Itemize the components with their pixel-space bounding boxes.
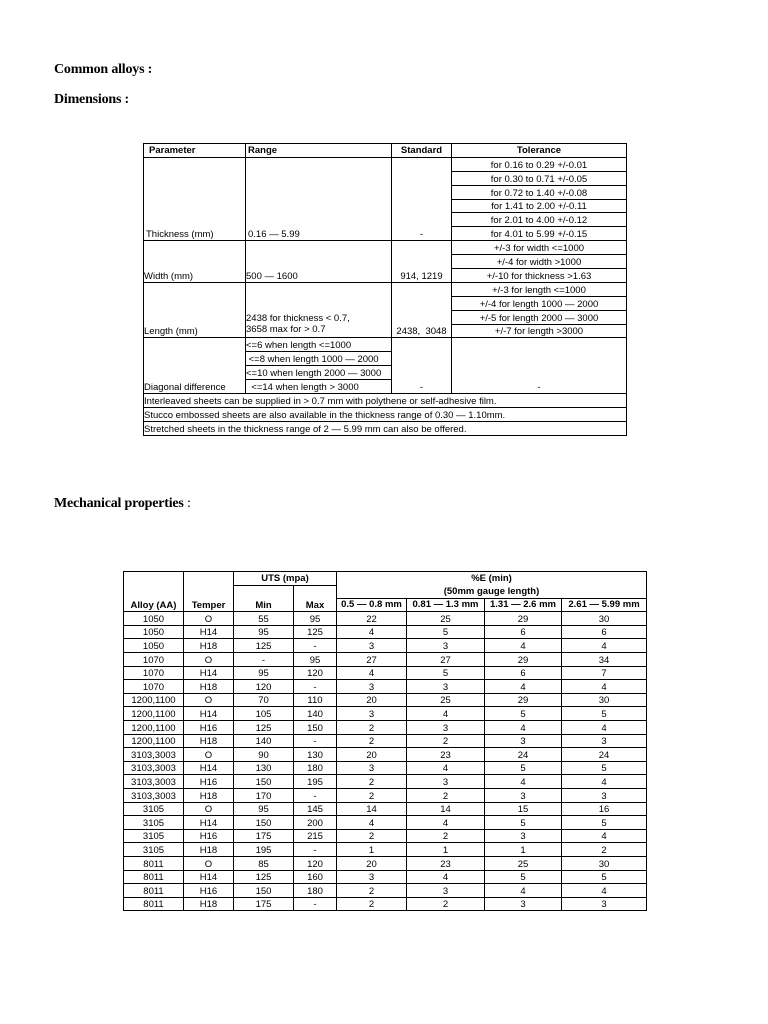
table-row: [124, 789, 647, 803]
cell-temper: H14: [184, 816, 234, 830]
cell-temper: O: [184, 856, 234, 870]
cell-elong-0-81-1-3: 3: [407, 639, 485, 653]
table-row: [124, 666, 647, 680]
cell-elong-2-61-5-99: 5: [562, 816, 647, 830]
table-row: [144, 407, 627, 421]
table-row: [124, 748, 647, 762]
cell-elong-1-31-2-6: 6: [485, 625, 562, 639]
cell-elong-0-81-1-3: 14: [407, 802, 485, 816]
cell-elong-1-31-2-6: 4: [485, 721, 562, 735]
cell-uts-min: 85: [234, 856, 294, 870]
cell-elong-0-5-0-8: 3: [337, 761, 407, 775]
cell-elong-2-61-5-99: 3: [562, 734, 647, 748]
cell-temper: H14: [184, 707, 234, 721]
cell-elong-0-5-0-8: 20: [337, 856, 407, 870]
cell-alloy: 1200,1100: [124, 707, 184, 721]
length-label: Length (mm): [144, 282, 246, 338]
table-row: [144, 241, 627, 255]
length-tolerance: +/-5 for length 2000 — 3000: [452, 310, 627, 324]
table-row: [124, 843, 647, 857]
table-row: [124, 802, 647, 816]
cell-elong-1-31-2-6: 29: [485, 653, 562, 667]
cell-elong-2-61-5-99: 30: [562, 612, 647, 626]
table-row: [124, 653, 647, 667]
cell-uts-min: 95: [234, 666, 294, 680]
cell-elong-1-31-2-6: 6: [485, 666, 562, 680]
cell-elong-1-31-2-6: 3: [485, 789, 562, 803]
table-row: [144, 338, 627, 352]
diagonal-range: <=14 when length > 3000: [246, 380, 392, 394]
table-row: [124, 721, 647, 735]
cell-elong-0-81-1-3: 23: [407, 856, 485, 870]
table-row: [124, 856, 647, 870]
cell-temper: H14: [184, 625, 234, 639]
cell-uts-min: 105: [234, 707, 294, 721]
cell-uts-max: 200: [294, 816, 337, 830]
width-tolerance: +/-4 for width >1000: [452, 255, 627, 269]
cell-uts-max: -: [294, 789, 337, 803]
cell-temper: H16: [184, 884, 234, 898]
cell-uts-min: 175: [234, 897, 294, 911]
cell-uts-max: 110: [294, 693, 337, 707]
cell-uts-min: 150: [234, 775, 294, 789]
cell-elong-1-31-2-6: 4: [485, 884, 562, 898]
thickness-label: Thickness (mm): [144, 157, 246, 240]
cell-alloy: 1200,1100: [124, 721, 184, 735]
table-row: [124, 625, 647, 639]
header-range-4: 2.61 — 5.99 mm: [562, 598, 647, 612]
cell-uts-min: 120: [234, 680, 294, 694]
thickness-tolerance: for 2.01 to 4.00 +/-0.12: [452, 213, 627, 227]
cell-elong-1-31-2-6: 5: [485, 870, 562, 884]
table-row: [124, 884, 647, 898]
heading-common-alloys: Common alloys :: [54, 62, 153, 77]
cell-alloy: 1070: [124, 680, 184, 694]
diagonal-range: <=6 when length <=1000: [246, 338, 392, 352]
length-range-line: 3658 max for > 0.7: [246, 324, 326, 336]
cell-uts-min: 150: [234, 884, 294, 898]
cell-uts-min: 140: [234, 734, 294, 748]
cell-elong-2-61-5-99: 7: [562, 666, 647, 680]
cell-elong-0-5-0-8: 2: [337, 789, 407, 803]
cell-elong-0-5-0-8: 20: [337, 693, 407, 707]
thickness-tolerance: for 0.16 to 0.29 +/-0.01: [452, 157, 627, 171]
diagonal-range: <=10 when length 2000 — 3000: [246, 366, 392, 380]
cell-uts-min: 90: [234, 748, 294, 762]
cell-elong-2-61-5-99: 30: [562, 856, 647, 870]
cell-elong-2-61-5-99: 5: [562, 870, 647, 884]
cell-alloy: 3105: [124, 802, 184, 816]
width-tolerance: +/-3 for width <=1000: [452, 241, 627, 255]
cell-elong-0-81-1-3: 5: [407, 666, 485, 680]
cell-alloy: 8011: [124, 870, 184, 884]
dimensions-table: [143, 143, 627, 436]
header-temper: Temper: [184, 572, 234, 612]
table-row: [124, 870, 647, 884]
cell-elong-1-31-2-6: 25: [485, 856, 562, 870]
cell-alloy: 8011: [124, 897, 184, 911]
cell-elong-0-81-1-3: 2: [407, 734, 485, 748]
table-row: [124, 761, 647, 775]
cell-elong-2-61-5-99: 4: [562, 775, 647, 789]
note: Stretched sheets in the thickness range of 2 — 5.99 mm can also be offered.: [144, 421, 627, 435]
cell-uts-max: 120: [294, 666, 337, 680]
cell-elong-2-61-5-99: 4: [562, 721, 647, 735]
table-row: [124, 572, 647, 586]
cell-elong-1-31-2-6: 5: [485, 761, 562, 775]
length-standard: 2438, 3048: [392, 282, 452, 338]
width-range: 500 — 1600: [246, 241, 392, 283]
cell-elong-2-61-5-99: 5: [562, 761, 647, 775]
table-row: [144, 157, 627, 171]
cell-elong-0-81-1-3: 4: [407, 816, 485, 830]
cell-uts-min: 175: [234, 829, 294, 843]
cell-uts-max: 95: [294, 653, 337, 667]
diagonal-range: <=8 when length 1000 — 2000: [246, 352, 392, 366]
cell-alloy: 3103,3003: [124, 775, 184, 789]
cell-uts-max: 195: [294, 775, 337, 789]
cell-uts-max: 160: [294, 870, 337, 884]
cell-elong-1-31-2-6: 3: [485, 829, 562, 843]
header-parameter: Parameter: [144, 144, 246, 158]
cell-alloy: 3105: [124, 843, 184, 857]
thickness-tolerance: for 1.41 to 2.00 +/-0.11: [452, 199, 627, 213]
cell-elong-1-31-2-6: 29: [485, 612, 562, 626]
cell-alloy: 1070: [124, 653, 184, 667]
cell-uts-max: 215: [294, 829, 337, 843]
cell-elong-0-5-0-8: 14: [337, 802, 407, 816]
thickness-range: 0.16 — 5.99: [246, 157, 392, 240]
cell-elong-0-5-0-8: 27: [337, 653, 407, 667]
cell-elong-1-31-2-6: 4: [485, 639, 562, 653]
thickness-tolerance: for 0.72 to 1.40 +/-0.08: [452, 185, 627, 199]
header-elongation-line2: (50mm gauge length): [337, 585, 647, 598]
cell-temper: H18: [184, 680, 234, 694]
cell-alloy: 3103,3003: [124, 761, 184, 775]
cell-uts-max: 150: [294, 721, 337, 735]
table-row: [124, 707, 647, 721]
note: Stucco embossed sheets are also available in the thickness range of 0.30 — 1.10mm.: [144, 407, 627, 421]
cell-uts-max: -: [294, 897, 337, 911]
table-row: [124, 639, 647, 653]
table-row: [124, 734, 647, 748]
heading-mechanical-properties: [54, 496, 191, 512]
header-range-3: 1.31 — 2.6 mm: [485, 598, 562, 612]
cell-elong-0-5-0-8: 2: [337, 721, 407, 735]
cell-elong-2-61-5-99: 3: [562, 789, 647, 803]
cell-elong-1-31-2-6: 4: [485, 775, 562, 789]
cell-elong-0-5-0-8: 4: [337, 816, 407, 830]
cell-elong-2-61-5-99: 5: [562, 707, 647, 721]
table-row: [144, 394, 627, 408]
cell-uts-min: 130: [234, 761, 294, 775]
heading-mechanical-colon: :: [183, 496, 191, 511]
cell-elong-2-61-5-99: 24: [562, 748, 647, 762]
cell-elong-0-81-1-3: 23: [407, 748, 485, 762]
thickness-tolerance: for 0.30 to 0.71 +/-0.05: [452, 171, 627, 185]
cell-uts-max: 180: [294, 761, 337, 775]
cell-alloy: 1050: [124, 625, 184, 639]
cell-uts-min: 125: [234, 639, 294, 653]
cell-elong-2-61-5-99: 2: [562, 843, 647, 857]
header-alloy: Alloy (AA): [124, 572, 184, 612]
cell-elong-1-31-2-6: 5: [485, 707, 562, 721]
cell-elong-2-61-5-99: 6: [562, 625, 647, 639]
cell-uts-min: 70: [234, 693, 294, 707]
length-tolerance: +/-3 for length <=1000: [452, 282, 627, 296]
cell-elong-1-31-2-6: 1: [485, 843, 562, 857]
diagonal-tolerance: -: [452, 338, 627, 394]
cell-elong-0-81-1-3: 3: [407, 775, 485, 789]
cell-elong-0-81-1-3: 27: [407, 653, 485, 667]
cell-uts-min: 95: [234, 802, 294, 816]
cell-uts-max: 140: [294, 707, 337, 721]
cell-temper: H18: [184, 639, 234, 653]
cell-temper: O: [184, 748, 234, 762]
cell-elong-1-31-2-6: 3: [485, 734, 562, 748]
cell-temper: H14: [184, 870, 234, 884]
cell-alloy: 1200,1100: [124, 693, 184, 707]
cell-elong-0-81-1-3: 3: [407, 884, 485, 898]
cell-elong-2-61-5-99: 3: [562, 897, 647, 911]
header-standard: Standard: [392, 144, 452, 158]
cell-elong-0-5-0-8: 3: [337, 707, 407, 721]
cell-alloy: 1070: [124, 666, 184, 680]
cell-alloy: 3103,3003: [124, 789, 184, 803]
cell-temper: H14: [184, 761, 234, 775]
table-row: [124, 693, 647, 707]
cell-uts-max: 145: [294, 802, 337, 816]
diagonal-label: Diagonal difference: [144, 338, 246, 394]
cell-elong-2-61-5-99: 4: [562, 829, 647, 843]
table-row: [124, 775, 647, 789]
cell-uts-max: 180: [294, 884, 337, 898]
length-range: [246, 282, 392, 338]
cell-elong-1-31-2-6: 5: [485, 816, 562, 830]
cell-alloy: 8011: [124, 884, 184, 898]
cell-temper: O: [184, 802, 234, 816]
cell-alloy: 1050: [124, 639, 184, 653]
length-range-line: 2438 for thickness < 0.7,: [246, 313, 350, 325]
cell-elong-0-81-1-3: 4: [407, 870, 485, 884]
cell-temper: O: [184, 653, 234, 667]
cell-elong-0-5-0-8: 1: [337, 843, 407, 857]
cell-uts-max: -: [294, 734, 337, 748]
cell-uts-min: 95: [234, 625, 294, 639]
width-label: Width (mm): [144, 241, 246, 283]
cell-uts-max: -: [294, 843, 337, 857]
table-row: [144, 144, 627, 158]
thickness-tolerance: for 4.01 to 5.99 +/-0.15: [452, 227, 627, 241]
cell-uts-min: 125: [234, 870, 294, 884]
cell-elong-0-81-1-3: 2: [407, 829, 485, 843]
table-row: [124, 680, 647, 694]
cell-elong-0-81-1-3: 2: [407, 897, 485, 911]
cell-temper: H18: [184, 789, 234, 803]
cell-elong-2-61-5-99: 34: [562, 653, 647, 667]
cell-uts-max: 95: [294, 612, 337, 626]
cell-alloy: 8011: [124, 856, 184, 870]
cell-uts-max: -: [294, 639, 337, 653]
cell-elong-0-5-0-8: 4: [337, 625, 407, 639]
cell-elong-0-81-1-3: 3: [407, 680, 485, 694]
cell-uts-min: 170: [234, 789, 294, 803]
cell-elong-0-5-0-8: 22: [337, 612, 407, 626]
cell-uts-min: -: [234, 653, 294, 667]
header-uts: UTS (mpa): [234, 572, 337, 586]
cell-elong-0-81-1-3: 3: [407, 721, 485, 735]
cell-elong-0-81-1-3: 4: [407, 707, 485, 721]
diagonal-standard: -: [392, 338, 452, 394]
cell-elong-2-61-5-99: 4: [562, 680, 647, 694]
cell-temper: H16: [184, 775, 234, 789]
cell-uts-min: 55: [234, 612, 294, 626]
cell-temper: H18: [184, 734, 234, 748]
cell-elong-0-5-0-8: 2: [337, 775, 407, 789]
cell-uts-min: 125: [234, 721, 294, 735]
cell-uts-min: 195: [234, 843, 294, 857]
heading-dimensions: Dimensions :: [54, 92, 129, 107]
cell-elong-0-5-0-8: 2: [337, 829, 407, 843]
cell-elong-1-31-2-6: 15: [485, 802, 562, 816]
table-row: [124, 897, 647, 911]
header-tolerance: Tolerance: [452, 144, 627, 158]
cell-temper: H18: [184, 897, 234, 911]
header-range-1: 0.5 — 0.8 mm: [337, 598, 407, 612]
width-tolerance: +/-10 for thickness >1.63: [452, 269, 627, 283]
cell-elong-0-5-0-8: 4: [337, 666, 407, 680]
cell-elong-0-81-1-3: 5: [407, 625, 485, 639]
header-max: Max: [294, 585, 337, 612]
cell-uts-max: 130: [294, 748, 337, 762]
cell-alloy: 3105: [124, 816, 184, 830]
cell-alloy: 3105: [124, 829, 184, 843]
cell-elong-0-81-1-3: 1: [407, 843, 485, 857]
cell-temper: H18: [184, 843, 234, 857]
cell-elong-2-61-5-99: 4: [562, 884, 647, 898]
cell-elong-0-5-0-8: 2: [337, 884, 407, 898]
header-range: Range: [246, 144, 392, 158]
cell-elong-0-81-1-3: 2: [407, 789, 485, 803]
cell-elong-0-5-0-8: 20: [337, 748, 407, 762]
cell-alloy: 3103,3003: [124, 748, 184, 762]
cell-elong-0-81-1-3: 25: [407, 612, 485, 626]
cell-elong-0-5-0-8: 3: [337, 870, 407, 884]
note: Interleaved sheets can be supplied in > 0.7 mm with polythene or self-adhesive film.: [144, 394, 627, 408]
cell-elong-1-31-2-6: 24: [485, 748, 562, 762]
cell-temper: O: [184, 693, 234, 707]
table-row: [124, 816, 647, 830]
cell-elong-2-61-5-99: 16: [562, 802, 647, 816]
cell-elong-2-61-5-99: 4: [562, 639, 647, 653]
header-elongation-line1: %E (min): [337, 572, 647, 586]
length-tolerance: +/-4 for length 1000 — 2000: [452, 296, 627, 310]
cell-elong-0-5-0-8: 2: [337, 897, 407, 911]
header-min: Min: [234, 585, 294, 612]
cell-elong-1-31-2-6: 3: [485, 897, 562, 911]
cell-elong-0-81-1-3: 4: [407, 761, 485, 775]
cell-elong-0-5-0-8: 3: [337, 639, 407, 653]
cell-uts-max: 120: [294, 856, 337, 870]
cell-elong-1-31-2-6: 4: [485, 680, 562, 694]
cell-uts-max: 125: [294, 625, 337, 639]
cell-uts-max: -: [294, 680, 337, 694]
cell-alloy: 1050: [124, 612, 184, 626]
table-row: [124, 612, 647, 626]
cell-elong-2-61-5-99: 30: [562, 693, 647, 707]
length-tolerance: +/-7 for length >3000: [452, 324, 627, 338]
cell-alloy: 1200,1100: [124, 734, 184, 748]
cell-elong-1-31-2-6: 29: [485, 693, 562, 707]
cell-elong-0-81-1-3: 25: [407, 693, 485, 707]
cell-temper: O: [184, 612, 234, 626]
cell-elong-0-5-0-8: 2: [337, 734, 407, 748]
heading-mechanical-text: Mechanical properties: [54, 496, 184, 511]
table-row: [124, 829, 647, 843]
cell-temper: H16: [184, 829, 234, 843]
cell-temper: H16: [184, 721, 234, 735]
mechanical-table-body: [124, 612, 647, 911]
cell-uts-min: 150: [234, 816, 294, 830]
header-range-2: 0.81 — 1.3 mm: [407, 598, 485, 612]
mechanical-properties-table: [123, 571, 647, 911]
table-row: [144, 421, 627, 435]
cell-temper: H14: [184, 666, 234, 680]
thickness-standard: -: [392, 157, 452, 240]
cell-elong-0-5-0-8: 3: [337, 680, 407, 694]
table-row: [144, 282, 627, 296]
width-standard: 914, 1219: [392, 241, 452, 283]
